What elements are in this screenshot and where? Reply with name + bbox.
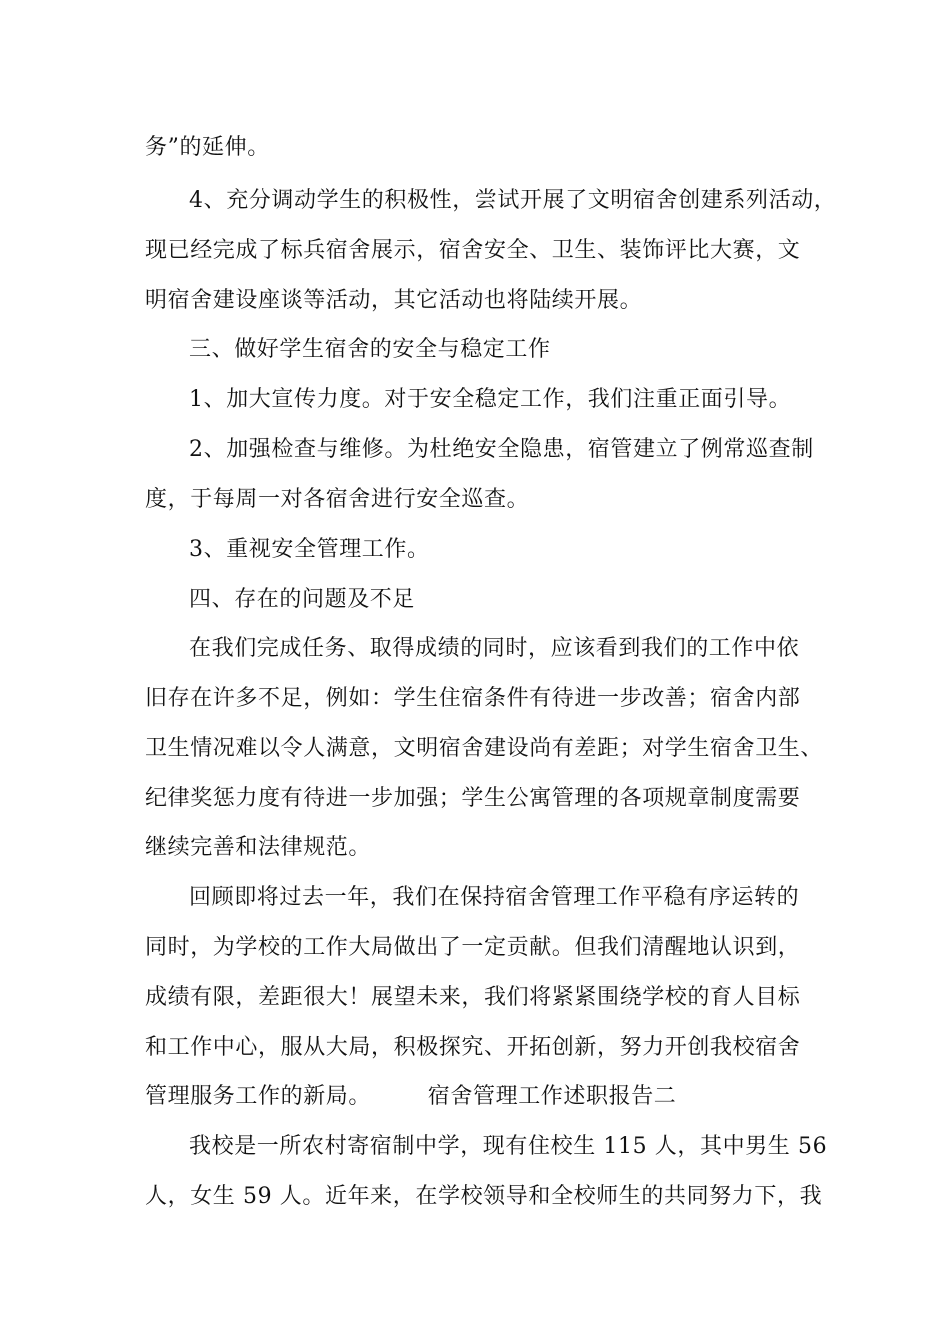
- text-line-16: 回顾即将过去一年，我们在保持宿舍管理工作平稳有序运转的: [189, 885, 800, 910]
- text-line-22: 人，女生 59 人。近年来，在学校领导和全校师生的共同努力下，我: [145, 1184, 823, 1209]
- section-heading-3: 三、做好学生宿舍的安全与稳定工作: [189, 337, 551, 362]
- text-line-2: 4、充分调动学生的积极性，尝试开展了文明宿舍创建系列活动，: [189, 188, 837, 213]
- text-line-17: 同时，为学校的工作大局做出了一定贡献。但我们清醒地认识到，: [145, 935, 801, 960]
- text-line-6: 1、加大宣传力度。对于安全稳定工作，我们注重正面引导。: [189, 387, 792, 412]
- text-line-8: 度，于每周一对各宿舍进行安全巡查。: [145, 487, 530, 512]
- text-line-11: 在我们完成任务、取得成绩的同时，应该看到我们的工作中依: [189, 636, 800, 661]
- text-line-4: 明宿舍建设座谈等活动，其它活动也将陆续开展。: [145, 288, 643, 313]
- text-line-12: 旧存在许多不足，例如：学生住宿条件有待进一步改善；宿舍内部: [145, 686, 801, 711]
- text-line-7: 2、加强检查与维修。为杜绝安全隐患，宿管建立了例常巡查制: [189, 437, 814, 462]
- text-line-1: 务”的延伸。: [145, 135, 270, 160]
- text-line-14: 纪律奖惩力度有待进一步加强；学生公寓管理的各项规章制度需要: [145, 786, 801, 811]
- text-line-19: 和工作中心，服从大局，积极探究、开拓创新，努力开创我校宿舍: [145, 1035, 801, 1060]
- text-line-18: 成绩有限，差距很大！展望未来，我们将紧紧围绕学校的育人目标: [145, 985, 801, 1010]
- text-line-20: 管理服务工作的新局。 宿舍管理工作述职报告二: [145, 1084, 677, 1109]
- text-line-15: 继续完善和法律规范。: [145, 835, 372, 860]
- text-line-3: 现已经完成了标兵宿舍展示，宿舍安全、卫生、装饰评比大赛，文: [145, 238, 801, 263]
- text-line-21: 我校是一所农村寄宿制中学，现有住校生 115 人，其中男生 56: [189, 1134, 828, 1159]
- text-line-13: 卫生情况难以令人满意，文明宿舍建设尚有差距；对学生宿舍卫生、: [145, 736, 824, 761]
- text-line-9: 3、重视安全管理工作。: [189, 537, 430, 562]
- section-heading-4: 四、存在的问题及不足: [189, 587, 416, 612]
